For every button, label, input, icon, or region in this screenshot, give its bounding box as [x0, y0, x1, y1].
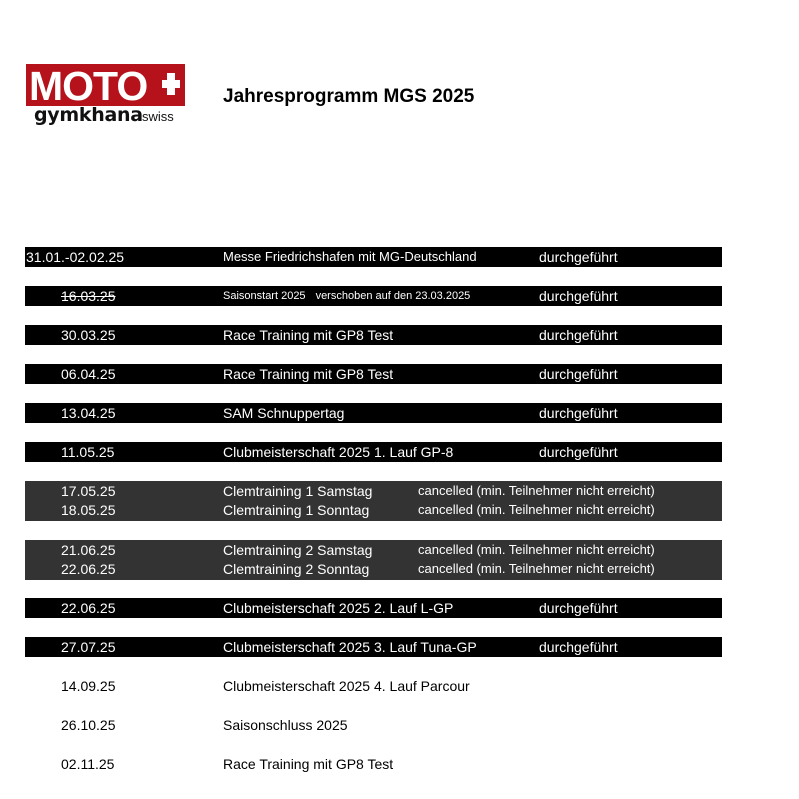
row-date: 22.06.25: [61, 600, 116, 616]
row-event: [223, 286, 470, 306]
row-date: 22.06.25: [61, 561, 116, 577]
schedule-row: [25, 559, 722, 579]
row-event: Clemtraining 1 Samstag: [223, 483, 373, 499]
row-status: durchgeführt: [539, 600, 618, 616]
row-event: Clubmeisterschaft 2025 3. Lauf Tuna-GP: [223, 639, 477, 655]
row-date: 11.05.25: [61, 444, 115, 460]
schedule-row: [25, 481, 722, 501]
cancelled-block: [25, 540, 722, 580]
schedule-row: [25, 540, 722, 560]
row-date: 30.03.25: [61, 327, 116, 343]
row-date: 21.06.25: [61, 542, 116, 558]
row-status: cancelled (min. Teilnehmer nicht erreicht): [418, 561, 655, 576]
row-date: 27.07.25: [61, 639, 116, 655]
schedule-row: [25, 500, 722, 520]
cancelled-block: [25, 481, 722, 521]
row-event: Clemtraining 2 Samstag: [223, 542, 373, 558]
row-date: 26.10.25: [61, 717, 116, 733]
schedule-row: [25, 286, 722, 306]
row-event-title: Saisonstart 2025: [223, 290, 306, 302]
schedule-row: [25, 715, 722, 735]
row-status: cancelled (min. Teilnehmer nicht erreicht): [418, 483, 655, 498]
schedule-row: [25, 676, 722, 696]
row-event: Clemtraining 2 Sonntag: [223, 561, 370, 577]
row-status: durchgeführt: [539, 327, 618, 343]
schedule-row: [25, 442, 722, 462]
row-status: durchgeführt: [539, 288, 618, 304]
moto-gymkhana-logo: [26, 64, 188, 126]
row-date: 13.04.25: [61, 405, 116, 421]
row-date: 16.03.25: [61, 288, 116, 304]
row-status: durchgeführt: [539, 366, 618, 382]
row-event-note: verschoben auf den 23.03.2025: [315, 290, 471, 302]
row-status: durchgeführt: [539, 405, 618, 421]
row-event: Race Training mit GP8 Test: [223, 366, 394, 382]
row-event: Race Training mit GP8 Test: [223, 756, 394, 772]
row-event: Clubmeisterschaft 2025 1. Lauf GP-8: [223, 444, 454, 460]
schedule-row: [25, 364, 722, 384]
row-event: Clubmeisterschaft 2025 2. Lauf L-GP: [223, 600, 454, 616]
row-date: 06.04.25: [61, 366, 116, 382]
row-event: SAM Schnuppertag: [223, 405, 345, 421]
schedule-row: [25, 598, 722, 618]
row-event: Clemtraining 1 Sonntag: [223, 502, 370, 518]
row-status: durchgeführt: [539, 444, 618, 460]
row-status: durchgeführt: [539, 249, 618, 265]
logo-moto-text: MOTO: [29, 63, 148, 109]
schedule-row: [25, 637, 722, 657]
row-status: cancelled (min. Teilnehmer nicht erreicht): [418, 502, 655, 517]
row-date: 14.09.25: [61, 678, 116, 694]
logo-gymkhana-text: gymkhana: [34, 104, 143, 126]
schedule-row: [25, 247, 722, 267]
schedule-row: [25, 325, 722, 345]
row-event: Clubmeisterschaft 2025 4. Lauf Parcour: [223, 678, 470, 694]
row-date: 18.05.25: [61, 502, 116, 518]
row-date: 31.01.-02.02.25: [26, 249, 125, 265]
logo-swiss-text: swiss: [142, 109, 174, 124]
schedule-row: [25, 754, 722, 774]
row-event: Messe Friedrichshafen mit MG-Deutschland: [223, 249, 477, 264]
row-event: Race Training mit GP8 Test: [223, 327, 394, 343]
row-event: Saisonschluss 2025: [223, 717, 348, 733]
row-status: cancelled (min. Teilnehmer nicht erreicht): [418, 542, 655, 557]
page-title: Jahresprogramm MGS 2025: [223, 86, 475, 107]
schedule-row: [25, 403, 722, 423]
row-status: durchgeführt: [539, 639, 618, 655]
row-date: 02.11.25: [61, 756, 115, 772]
row-date: 17.05.25: [61, 483, 116, 499]
swiss-cross-icon-vertical: [167, 73, 175, 95]
